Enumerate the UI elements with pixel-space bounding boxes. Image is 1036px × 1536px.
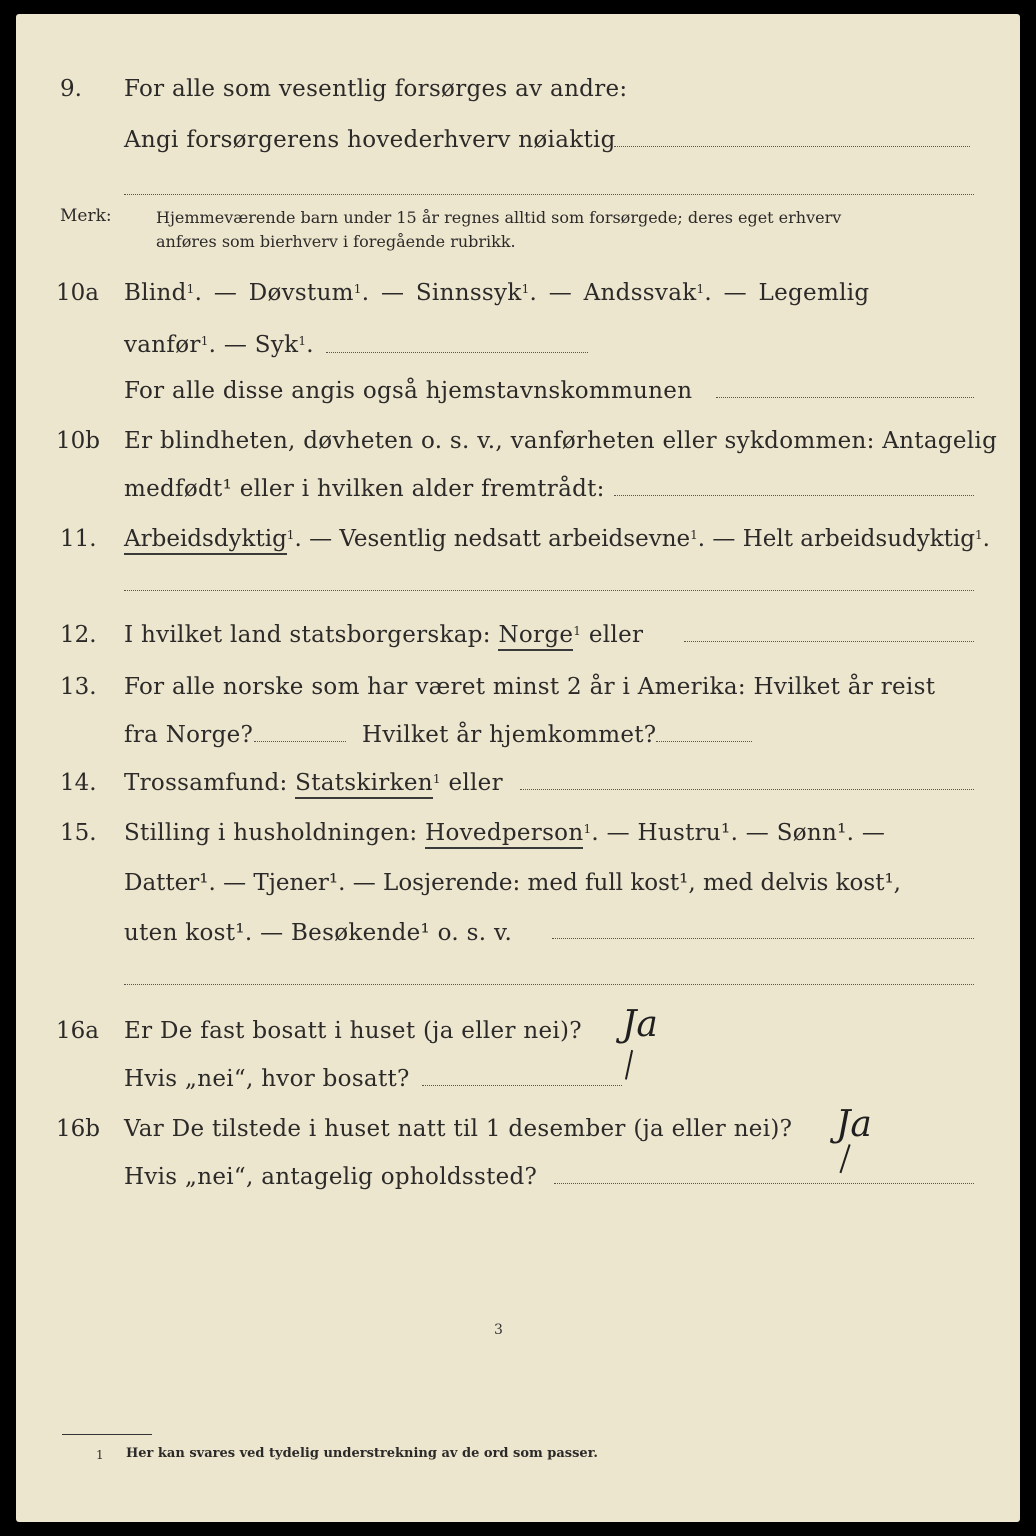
question-10b-line2: medfødt¹ eller i hvilken alder fremtrådt: [124, 476, 605, 502]
question-15-prefix: Stilling i husholdningen: [124, 820, 418, 846]
answer-line-11[interactable] [124, 590, 974, 591]
question-15-line1: Stilling i husholdningen: Hovedperson$^1$. — Hustru¹. — Sønn¹. — [124, 820, 885, 846]
option-vanfor[interactable]: vanfør [124, 332, 201, 358]
question-15-line3[interactable]: uten kost¹. — Besøkende¹ o. s. v. [124, 920, 513, 946]
question-13-hjemkommet: Hvilket år hjemkommet? [362, 722, 657, 748]
option-hovedperson[interactable]: Hovedperson [425, 820, 583, 849]
merk-label: Merk: [60, 206, 112, 226]
answer-line-10b[interactable] [614, 495, 974, 496]
option-legemlig[interactable]: — Legemlig [723, 280, 870, 306]
answer-line-10a[interactable] [326, 352, 588, 353]
option-sinnssyk[interactable]: — Sinnssyk [380, 280, 522, 306]
option-nedsatt-arbeidsevne[interactable]: — Vesentlig nedsatt arbeidsevne [309, 526, 691, 552]
question-13-line1: For alle norske som har været minst 2 år i Amerika: Hvilket år reist [124, 674, 936, 700]
question-15-line2[interactable]: Datter¹. — Tjener¹. — Losjerende: med full kost¹, med delvis kost¹, [124, 870, 901, 896]
option-dovstum[interactable]: — Døvstum [213, 280, 354, 306]
question-11-number: 11. [60, 526, 97, 552]
question-11-text: Arbeidsdyktig$^1$. — Vesentlig nedsatt arbeidsevne$^1$. — Helt arbeidsudyktig$^1$. [124, 526, 990, 552]
question-12-text: I hvilket land statsborgerskap: Norge$^1$ eller [124, 622, 643, 648]
question-10a-line2: vanfør$^1$. — Syk$^1$. [124, 332, 314, 358]
question-16b-line2: Hvis „nei“, antagelig opholdssted? [124, 1164, 538, 1190]
question-16a-line2: Hvis „nei“, hvor bosatt? [124, 1066, 410, 1092]
answer-line-9-extra[interactable] [124, 194, 974, 195]
answer-line-16a[interactable] [422, 1085, 622, 1086]
question-12-prefix: I hvilket land statsborgerskap: [124, 622, 491, 648]
handwriting-stroke-16b [839, 1144, 852, 1174]
question-14-text: Trossamfund: Statskirken$^1$ eller [124, 770, 503, 796]
question-9-number: 9. [60, 76, 82, 102]
question-16a-line1: Er De fast bosatt i huset (ja eller nei)? [124, 1018, 582, 1044]
question-9-subtext: Angi forsørgerens hovederhverv nøiaktig [124, 127, 616, 153]
merk-text-line2: anføres som bierhverv i foregående rubrikk. [156, 232, 516, 251]
question-15-options-rest[interactable]: — Hustru¹. — Sønn¹. — [606, 820, 886, 846]
answer-line-15[interactable] [552, 938, 974, 939]
answer-line-10a-kommune[interactable] [716, 397, 974, 398]
question-16b-number: 16b [56, 1116, 100, 1142]
footnote-text: Her kan svares ved tydelig understrekning av de ord som passer. [126, 1446, 598, 1461]
merk-text-line1: Hjemmeværende barn under 15 år regnes alltid som forsørgede; deres eget erhverv [156, 208, 842, 227]
question-12-number: 12. [60, 622, 97, 648]
option-blind[interactable]: Blind [124, 280, 187, 306]
option-andssvak[interactable]: — Andssvak [548, 280, 697, 306]
answer-line-9[interactable] [614, 146, 970, 147]
option-statskirken[interactable]: Statskirken [295, 770, 433, 799]
question-10a-number: 10a [56, 280, 99, 306]
question-10a-line1: Blind$^1$. — Døvstum$^1$. — Sinnssyk$^1$. — Andssvak$^1$. — Legemlig [124, 280, 870, 306]
handwriting-stroke-16a [625, 1050, 635, 1080]
question-10b-line1: Er blindheten, døvheten o. s. v., vanførheten eller sykdommen: Antagelig [124, 428, 998, 454]
answer-line-16b[interactable] [554, 1183, 974, 1184]
page-mark: 3 [494, 1322, 503, 1338]
question-10a-line3: For alle disse angis også hjemstavnskommunen [124, 378, 693, 404]
footnote-number: 1 [96, 1448, 104, 1462]
census-form-page [16, 14, 1020, 1522]
question-14-prefix: Trossamfund: [124, 770, 288, 796]
handwritten-answer-16b[interactable]: Ja [836, 1104, 872, 1145]
question-13-number: 13. [60, 674, 97, 700]
handwritten-answer-16a[interactable]: Ja [622, 1004, 658, 1045]
question-16b-line1: Var De tilstede i huset natt til 1 desember (ja eller nei)? [124, 1116, 793, 1142]
answer-line-13-hjemkommet[interactable] [656, 741, 752, 742]
question-10b-number: 10b [56, 428, 100, 454]
question-14-number: 14. [60, 770, 97, 796]
question-16a-number: 16a [56, 1018, 99, 1044]
answer-line-12[interactable] [684, 641, 974, 642]
question-12-eller: eller [588, 622, 644, 648]
option-norge[interactable]: Norge [498, 622, 573, 651]
footnote-separator [62, 1434, 152, 1435]
answer-line-13-reist[interactable] [254, 741, 346, 742]
question-9-text: For alle som vesentlig forsørges av andre: [124, 76, 628, 102]
option-arbeidsdyktig[interactable]: Arbeidsdyktig [124, 526, 287, 555]
question-15-number: 15. [60, 820, 97, 846]
answer-line-14[interactable] [520, 789, 974, 790]
answer-line-15-extra[interactable] [124, 984, 974, 985]
question-13-fra-norge: fra Norge? [124, 722, 254, 748]
question-14-eller: eller [448, 770, 503, 796]
option-arbeidsudyktig[interactable]: — Helt arbeidsudyktig [712, 526, 975, 552]
option-syk[interactable]: — Syk [223, 332, 299, 358]
